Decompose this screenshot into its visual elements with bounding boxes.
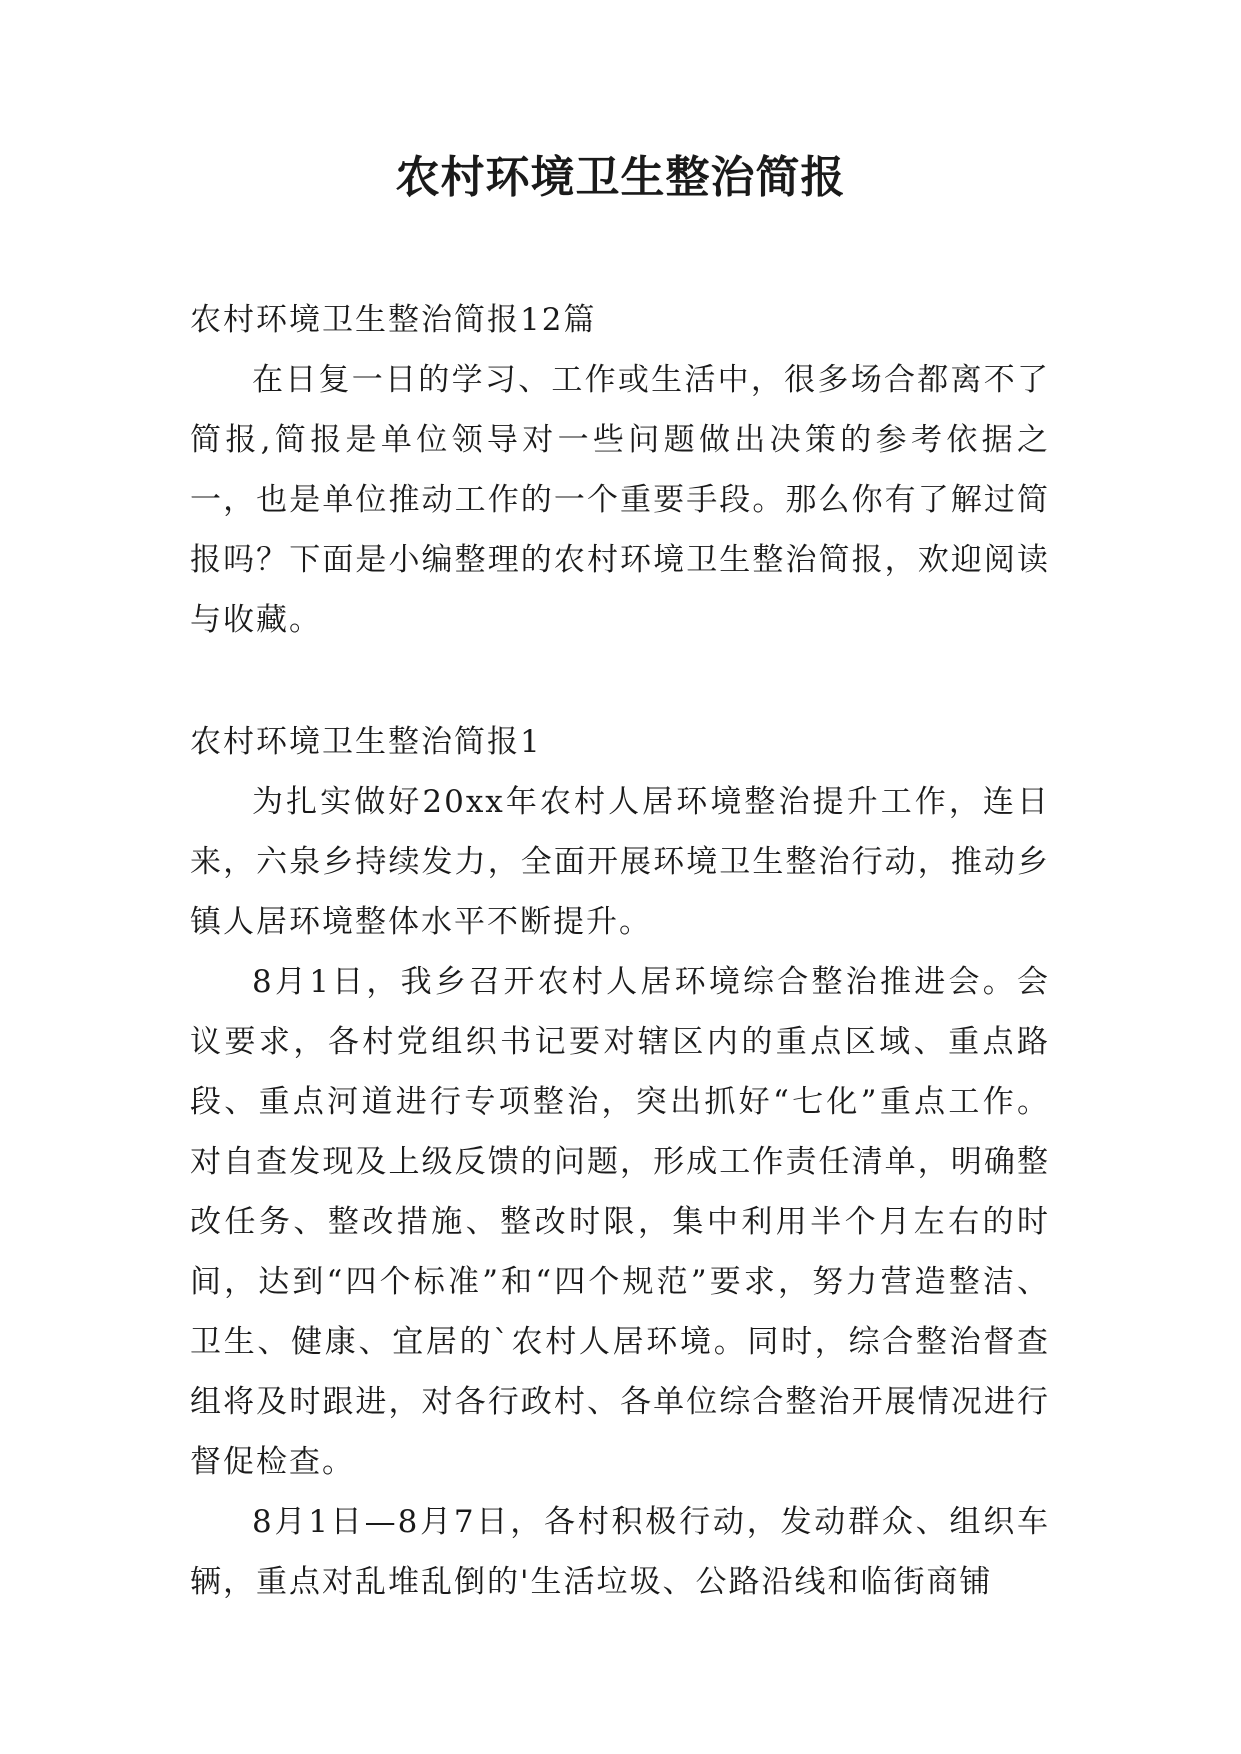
- document-title: 农村环境卫生整治简报: [395, 152, 846, 203]
- section-spacer: [190, 650, 1050, 712]
- body-paragraph: 8月1日—8月7日，各村积极行动，发动群众、组织车辆，重点对乱堆乱倒的'生活垃圾、公路沿线和临街商铺: [190, 1504, 1050, 1600]
- intro-paragraph: 在日复一日的学习、工作或生活中，很多场合都离不了简报,简报是单位领导对一些问题做出决策的参考依据之一，也是单位推动工作的一个重要手段。那么你有了解过简报吗？下面是小编整理的农村环境卫生整治简报，欢迎阅读与收藏。: [190, 362, 1050, 638]
- section-heading: 农村环境卫生整治简报1: [190, 724, 542, 760]
- body-paragraph: 8月1日，我乡召开农村人居环境综合整治推进会。会议要求，各村党组织书记要对辖区内的重点区域、重点路段、重点河道进行专项整治，突出抓好“七化”重点工作。对自查发现及上级反馈的问题，形成工作责任清单，明确整改任务、整改措施、整改时限，集中利用半个月左右的时间，达到“四个标准”和“四个规范”要求，努力营造整洁、卫生、健康、宜居的`农村人居环境。同时，综合整治督查组将及时跟进，对各行政村、各单位综合整治开展情况进行督促检查。: [190, 964, 1050, 1480]
- body-paragraph: 为扎实做好20xx年农村人居环境整治提升工作，连日来，六泉乡持续发力，全面开展环境卫生整治行动，推动乡镇人居环境整体水平不断提升。: [190, 784, 1050, 940]
- document-subtitle: 农村环境卫生整治简报12篇: [190, 302, 597, 338]
- document-body: [190, 290, 1050, 1612]
